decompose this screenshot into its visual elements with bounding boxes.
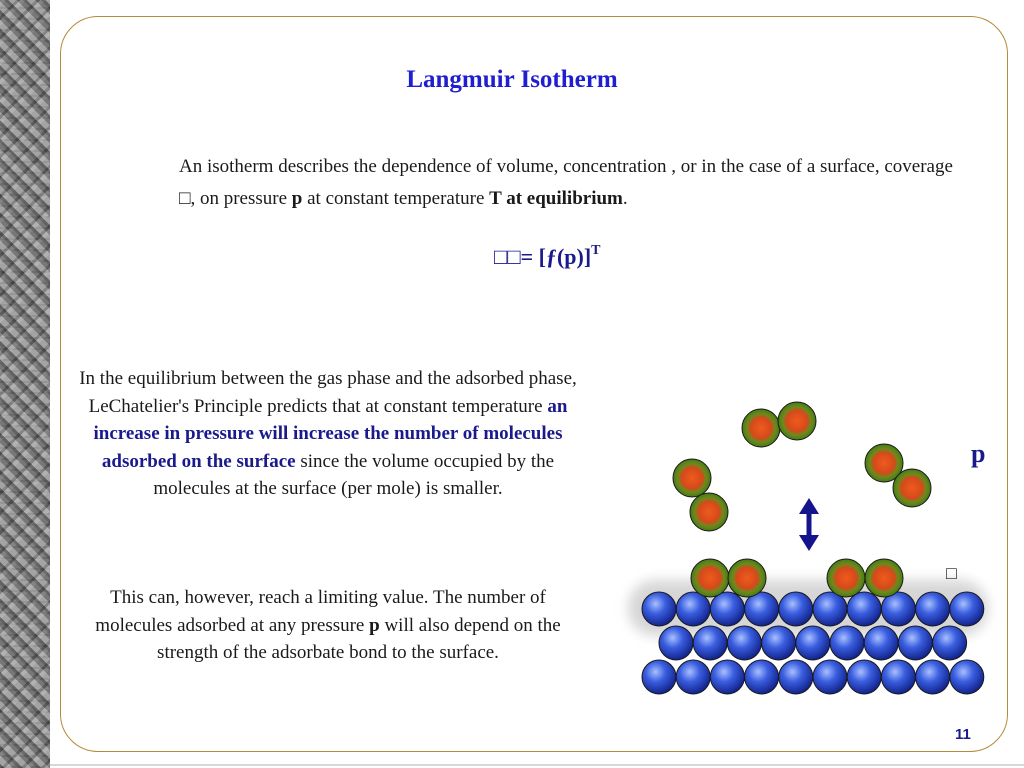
pressure-arrow-icon <box>799 498 819 551</box>
formula-superscript: T <box>591 242 601 258</box>
surface-atom <box>762 626 796 660</box>
surface-atom <box>864 626 898 660</box>
formula-rhs: = [ƒ(p)] <box>520 244 592 269</box>
surface-atom <box>779 592 813 626</box>
surface-atom <box>659 626 693 660</box>
surface-atom <box>727 626 761 660</box>
surface-atom <box>710 660 744 694</box>
surface-atom <box>916 592 950 626</box>
surface-atom <box>745 660 779 694</box>
surface-atom <box>847 592 881 626</box>
intro-text-1: An isotherm describes the dependence of volume, concentration , or in the case of a surface, coverage <box>179 156 953 177</box>
surface-atom <box>898 626 932 660</box>
surface-atom <box>933 626 967 660</box>
surface-atom <box>693 626 727 660</box>
theta-symbol: □ <box>179 188 191 209</box>
adsorbed-molecule <box>691 559 729 597</box>
gas-molecule <box>893 469 931 507</box>
surface-atom <box>676 592 710 626</box>
gas-molecule <box>690 493 728 531</box>
surface-atom <box>881 660 915 694</box>
surface-atom <box>813 592 847 626</box>
adsorbed-molecule <box>827 559 865 597</box>
adsorbed-molecule <box>728 559 766 597</box>
surface-atom <box>642 660 676 694</box>
intro-text-3: at constant temperature <box>302 188 490 209</box>
surface-atom <box>847 660 881 694</box>
slide-title: Langmuir Isotherm <box>406 66 618 93</box>
intro-text-2: , on pressure <box>190 188 292 209</box>
surface-atom <box>779 660 813 694</box>
para1-text-1: In the equilibrium between the gas phase and the adsorbed phase, LeChatelier's Principle predicts that at constant temperature <box>79 368 577 417</box>
gas-molecule <box>778 402 816 440</box>
formula-lhs: □□ <box>494 244 521 269</box>
para2-pressure-symbol: p <box>369 614 380 636</box>
para1-emphasis: an increase in pressure will increase the number of molecules adsorbed on the surface <box>93 395 568 472</box>
gas-molecule <box>673 459 711 497</box>
surface-atom <box>950 660 984 694</box>
adsorbed-molecule <box>865 559 903 597</box>
pressure-symbol: p <box>291 188 303 209</box>
para1-text-2: since the volume occupied by the molecules at the surface (per mole) is smaller. <box>153 450 555 499</box>
surface-atom <box>796 626 830 660</box>
intro-text-4: . <box>622 188 628 209</box>
gas-molecule <box>742 409 780 447</box>
temperature-equilibrium: T at equilibrium <box>489 188 623 209</box>
coverage-label: □ <box>946 563 957 583</box>
surface-atom <box>916 660 950 694</box>
para2-text-1: This can, however, reach a limiting value. The number of molecules adsorbed at any pressure <box>95 587 546 636</box>
surface-atom <box>710 592 744 626</box>
gas-molecules <box>673 402 931 597</box>
para2-text-2: will also depend on the strength of the adsorbate bond to the surface. <box>157 614 561 663</box>
surface-atom <box>950 592 984 626</box>
surface-atoms <box>642 592 984 694</box>
surface-atom <box>642 592 676 626</box>
surface-atom <box>830 626 864 660</box>
surface-atom <box>813 660 847 694</box>
surface-atom <box>676 660 710 694</box>
pressure-label: p <box>971 439 986 468</box>
page-number: 11 <box>955 726 971 743</box>
